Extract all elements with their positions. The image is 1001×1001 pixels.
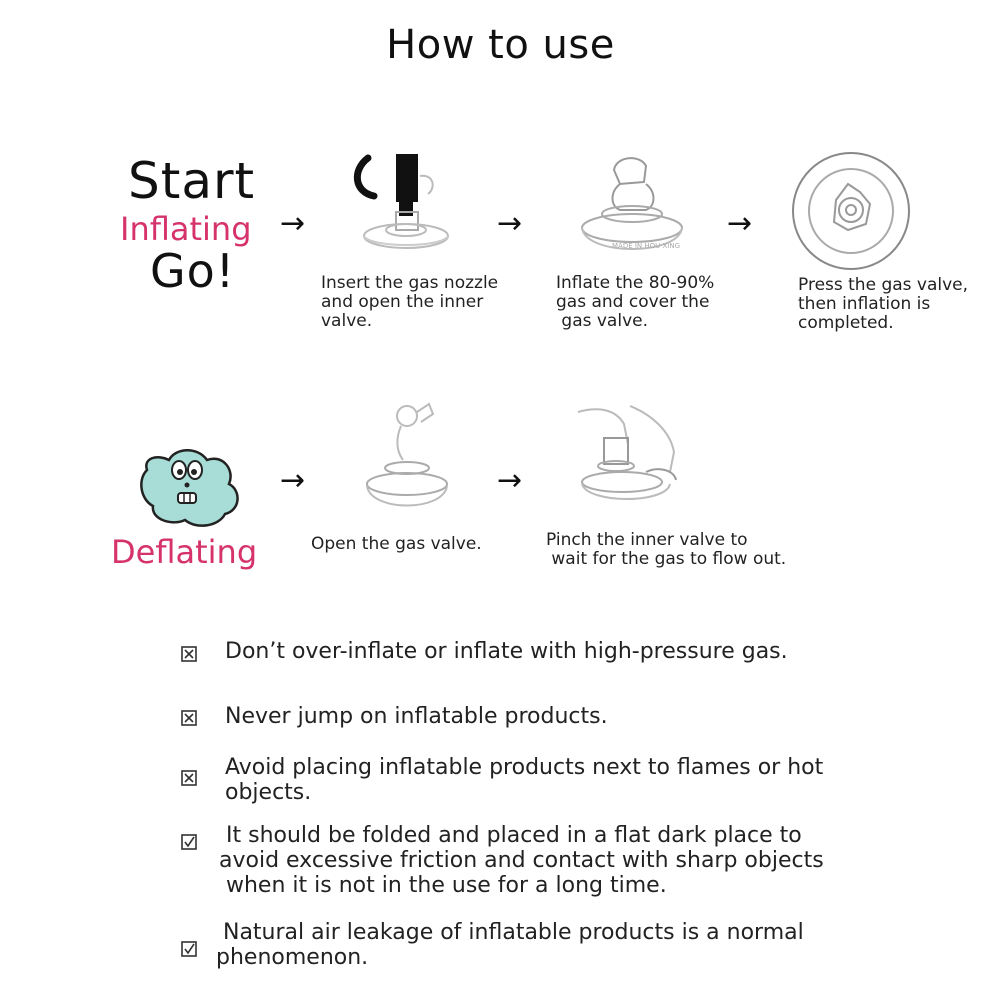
go-label: Go! [150, 244, 236, 298]
inflate-step-2-text: Inflate the 80-90% gas and cover the gas valve. [556, 273, 715, 331]
arrow-icon: → [727, 206, 753, 241]
deflate-step-1-text: Open the gas valve. [311, 534, 482, 554]
arrow-icon: → [497, 463, 523, 498]
arrow-icon: → [280, 206, 306, 241]
warning-note: Never jump on inflatable products. [225, 704, 608, 729]
deflate-step-2-text: Pinch the inner valve to wait for the gas to flow out. [546, 530, 787, 569]
inflate-step-1-text: Insert the gas nozzle and open the inner valve. [321, 273, 499, 331]
x-box-icon [181, 646, 197, 662]
nozzle-insert-illustration [340, 150, 460, 260]
pressed-valve-illustration [790, 150, 912, 272]
deflating-label: Deflating [111, 533, 258, 571]
open-valve-illustration [355, 400, 465, 520]
arrow-icon: → [497, 206, 523, 241]
deflated-blob-mascot-icon [133, 440, 245, 530]
warning-note: Avoid placing inflatable products next to flames or hot objects. [225, 755, 824, 805]
inflating-label: Inflating [120, 210, 252, 248]
valve-stamp-text: MADE IN HOU XING [612, 242, 681, 250]
check-box-icon [181, 834, 197, 850]
pinch-valve-illustration [570, 400, 690, 510]
warning-note: Don’t over-inflate or inflate with high-pressure gas. [225, 639, 788, 664]
start-label: Start [128, 152, 256, 210]
check-box-icon [181, 941, 197, 957]
arrow-icon: → [280, 463, 306, 498]
inflate-step-3-text: Press the gas valve, then inflation is completed. [798, 275, 969, 333]
x-box-icon [181, 710, 197, 726]
cover-valve-illustration [570, 152, 690, 262]
x-box-icon [181, 770, 197, 786]
tip-note: Natural air leakage of inflatable products is a normal phenomenon. [216, 920, 804, 970]
tip-note: It should be folded and placed in a flat dark place to avoid excessive friction and contact with sharp objects when it is not in the use for a long time. [219, 823, 824, 898]
page-title: How to use [386, 22, 615, 68]
